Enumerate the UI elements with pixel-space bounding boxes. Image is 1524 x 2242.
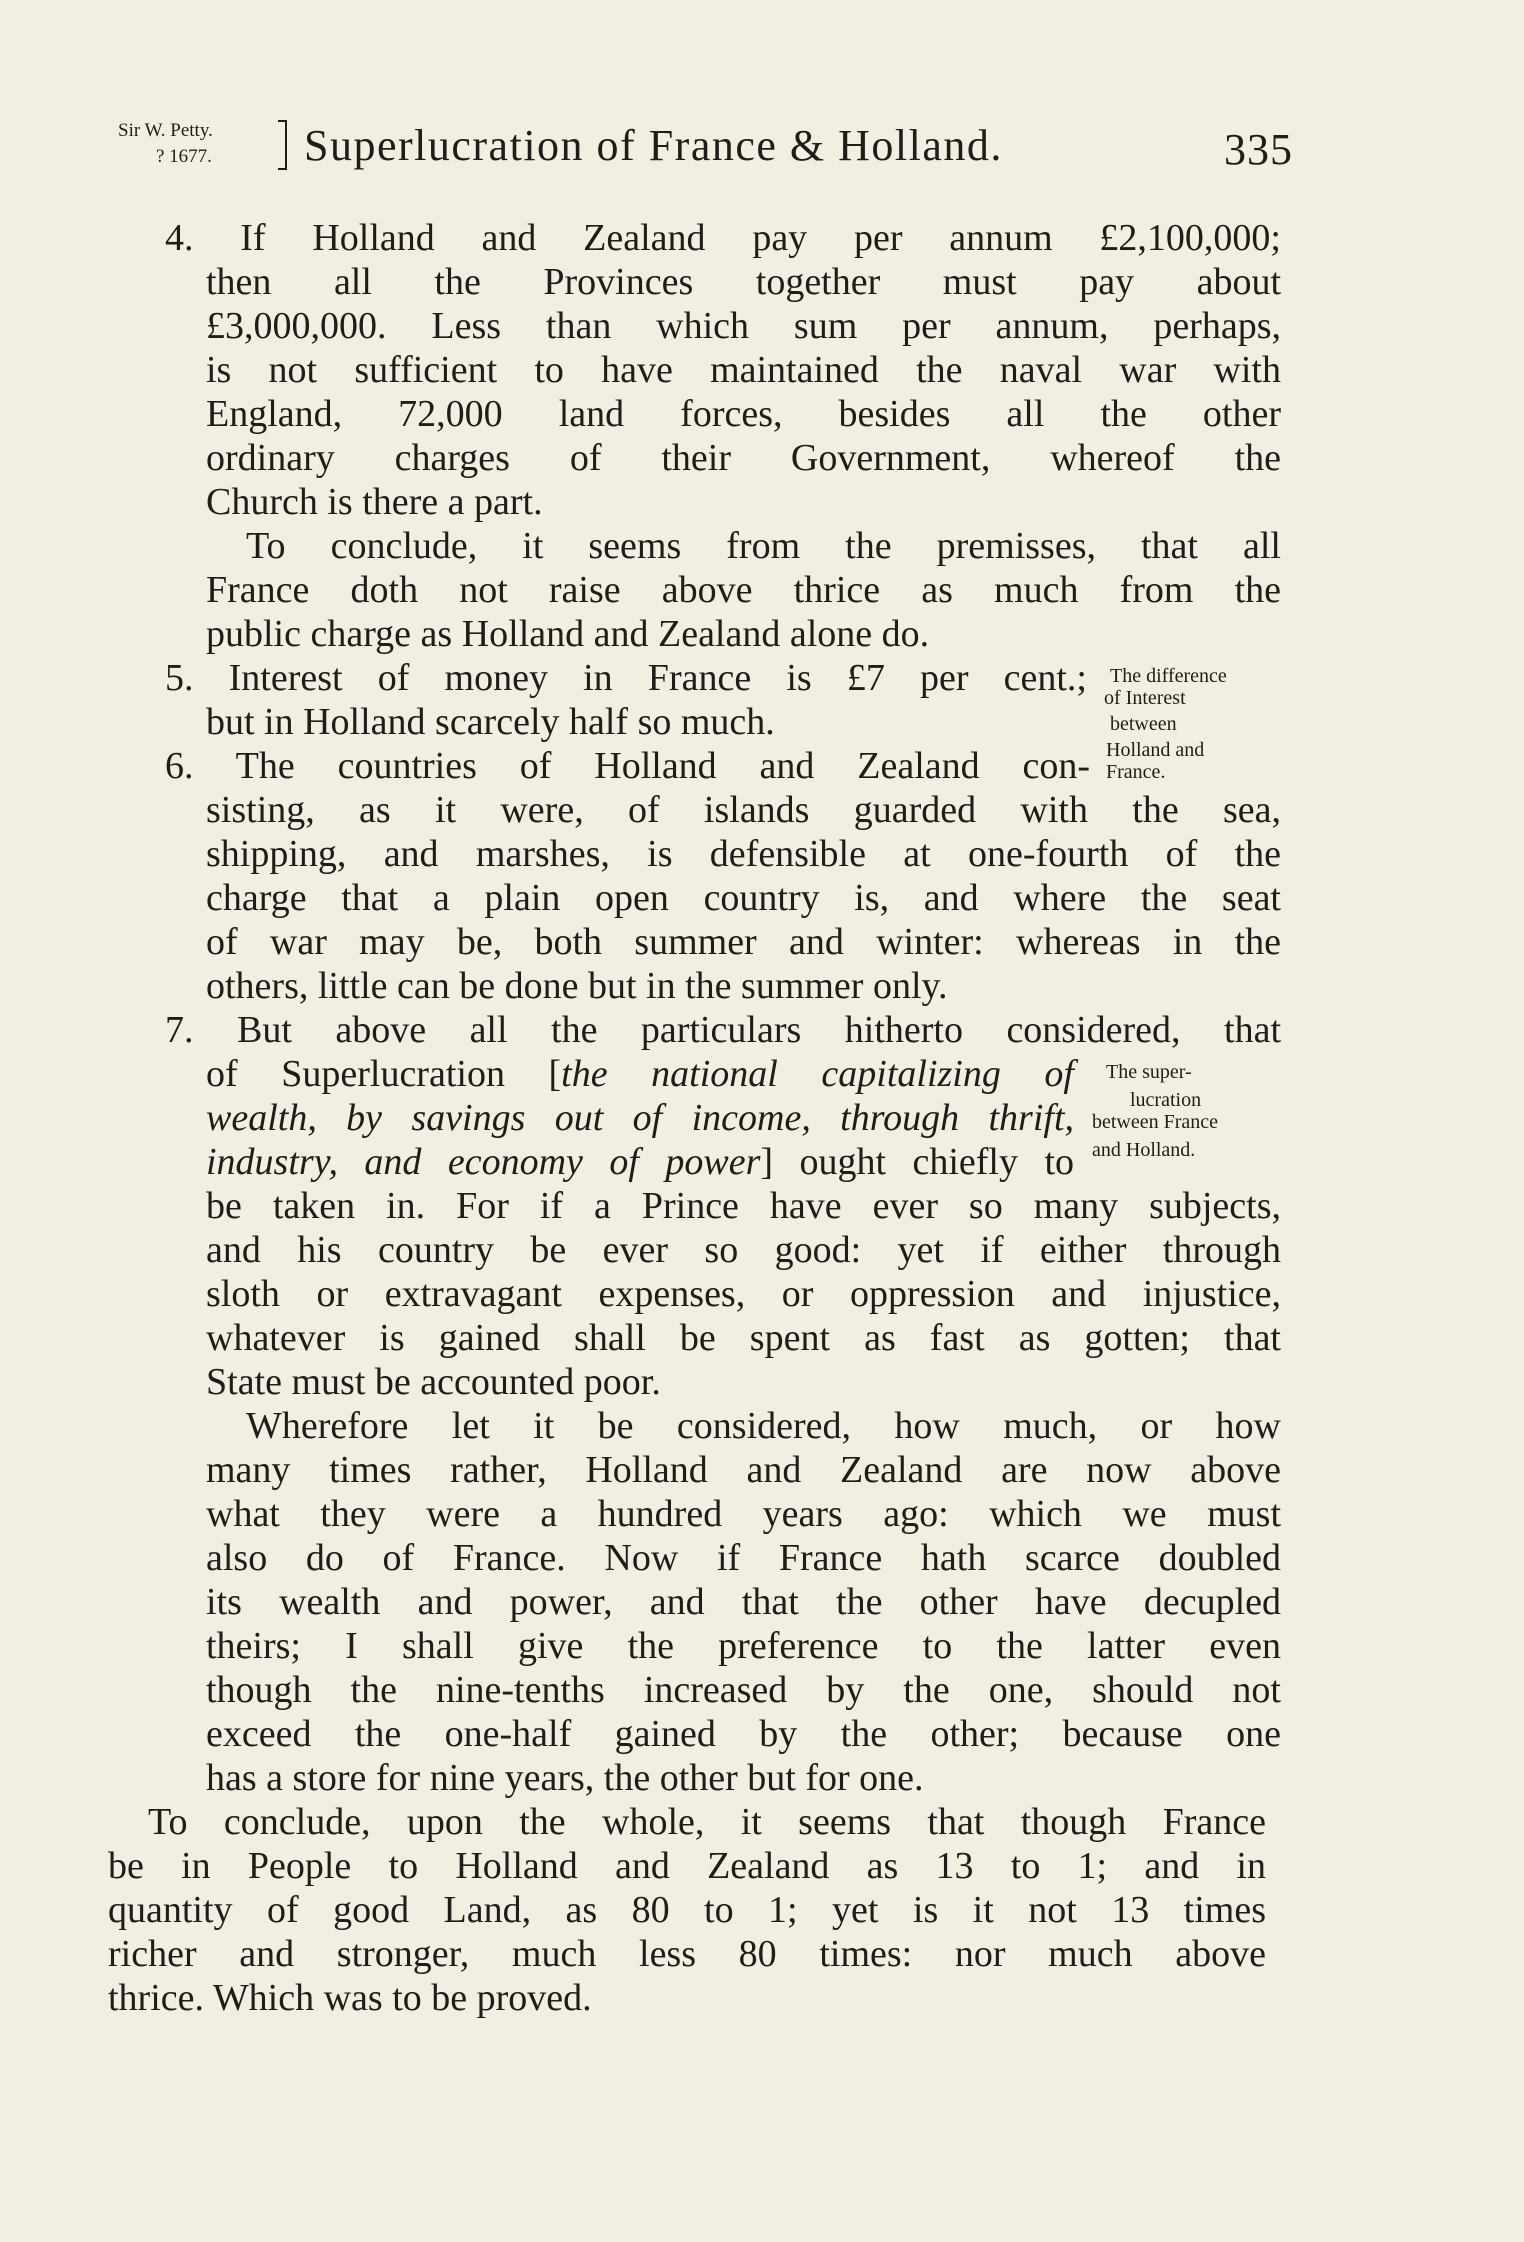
text-line: charge that a plain open country is, and where the seat <box>206 877 1281 919</box>
text-line: thrice. Which was to be proved. <box>108 1977 592 2019</box>
running-head <box>118 118 1293 178</box>
text-line: exceed the one-half gained by the other; because one <box>206 1713 1281 1755</box>
text-line: many times rather, Holland and Zealand are now above <box>206 1449 1281 1491</box>
attribution-author: Sir W. Petty. <box>118 120 213 141</box>
text-line: 7. But above all the particulars hitherto considered, that <box>165 1009 1281 1051</box>
author-attribution <box>118 120 286 176</box>
text-line: 5. Interest of money in France is £7 per cent.; <box>165 657 1087 699</box>
attribution-bracket <box>278 120 287 170</box>
margin-note-line: and Holland. <box>1092 1139 1196 1161</box>
margin-note-line: The difference <box>1110 665 1227 687</box>
text-line: is not sufficient to have maintained the naval war with <box>206 349 1281 391</box>
text-line: also do of France. Now if France hath scarce doubled <box>206 1537 1281 1579</box>
text-line: ordinary charges of their Government, whereof the <box>206 437 1281 479</box>
text-line: and his country be ever so good: yet if either through <box>206 1229 1281 1271</box>
text-line: To conclude, upon the whole, it seems that though France <box>148 1801 1266 1843</box>
text-line: public charge as Holland and Zealand alone do. <box>206 613 930 655</box>
text-line: whatever is gained shall be spent as fast as gotten; that <box>206 1317 1281 1359</box>
attribution-date: ? 1677. <box>156 146 212 167</box>
text-line: To conclude, it seems from the premisses, that all <box>246 525 1281 567</box>
text-line: quantity of good Land, as 80 to 1; yet is it not 13 times <box>108 1889 1266 1931</box>
text-span-italic: the national capitalizing of <box>561 1053 1074 1095</box>
margin-note-line: lucration <box>1130 1089 1202 1111</box>
text-line: 6. The countries of Holland and Zealand con- <box>165 745 1090 787</box>
margin-note-line: The super- <box>1106 1061 1192 1083</box>
text-line: sloth or extravagant expenses, or oppression and injustice, <box>206 1273 1281 1315</box>
text-line: its wealth and power, and that the other have decupled <box>206 1581 1281 1623</box>
margin-note-line: between <box>1110 713 1177 735</box>
page-title: Superlucration of France & Holland. <box>304 121 1003 170</box>
text-line: England, 72,000 land forces, besides all the other <box>206 393 1281 435</box>
text-line: State must be accounted poor. <box>206 1361 661 1403</box>
margin-note-line: between France <box>1092 1111 1219 1133</box>
text-line <box>206 1052 1074 1096</box>
margin-note-line: Holland and <box>1106 739 1205 761</box>
margin-note-line: France. <box>1106 761 1166 783</box>
text-line: be taken in. For if a Prince have ever so many subjects, <box>206 1185 1281 1227</box>
text-line: though the nine-tenths increased by the one, should not <box>206 1669 1281 1711</box>
text-line: then all the Provinces together must pay about <box>206 261 1281 303</box>
margin-note-line: of Interest <box>1104 687 1186 709</box>
text-line: shipping, and marshes, is defensible at one-fourth of the <box>206 833 1281 875</box>
text-span: of Superlucration [ <box>206 1053 562 1095</box>
text-line: of war may be, both summer and winter: whereas in the <box>206 921 1281 963</box>
text-line <box>206 1140 1074 1184</box>
text-line: sisting, as it were, of islands guarded with the sea, <box>206 789 1281 831</box>
page-number: 335 <box>1224 125 1293 174</box>
text-line: others, little can be done but in the summer only. <box>206 965 948 1007</box>
text-line: Church is there a part. <box>206 481 543 523</box>
text-line: £3,000,000. Less than which sum per annum, perhaps, <box>206 305 1281 347</box>
text-line: what they were a hundred years ago: which we must <box>206 1493 1281 1535</box>
text-line: Wherefore let it be considered, how much, or how <box>246 1405 1281 1447</box>
text-span: ] ought chiefly to <box>760 1141 1074 1183</box>
text-line: but in Holland scarcely half so much. <box>206 701 775 743</box>
text-line: theirs; I shall give the preference to the latter even <box>206 1625 1281 1667</box>
text-line: has a store for nine years, the other but for one. <box>206 1757 924 1799</box>
text-line: richer and stronger, much less 80 times: nor much above <box>108 1933 1266 1975</box>
text-line: be in People to Holland and Zealand as 13 to 1; and in <box>108 1845 1266 1887</box>
text-span-italic: industry, and economy of power <box>206 1141 761 1183</box>
text-line: 4. If Holland and Zealand pay per annum £2,100,000; <box>165 217 1281 259</box>
text-line: France doth not raise above thrice as much from the <box>206 569 1281 611</box>
text-line: wealth, by savings out of income, through thrift, <box>206 1097 1074 1139</box>
